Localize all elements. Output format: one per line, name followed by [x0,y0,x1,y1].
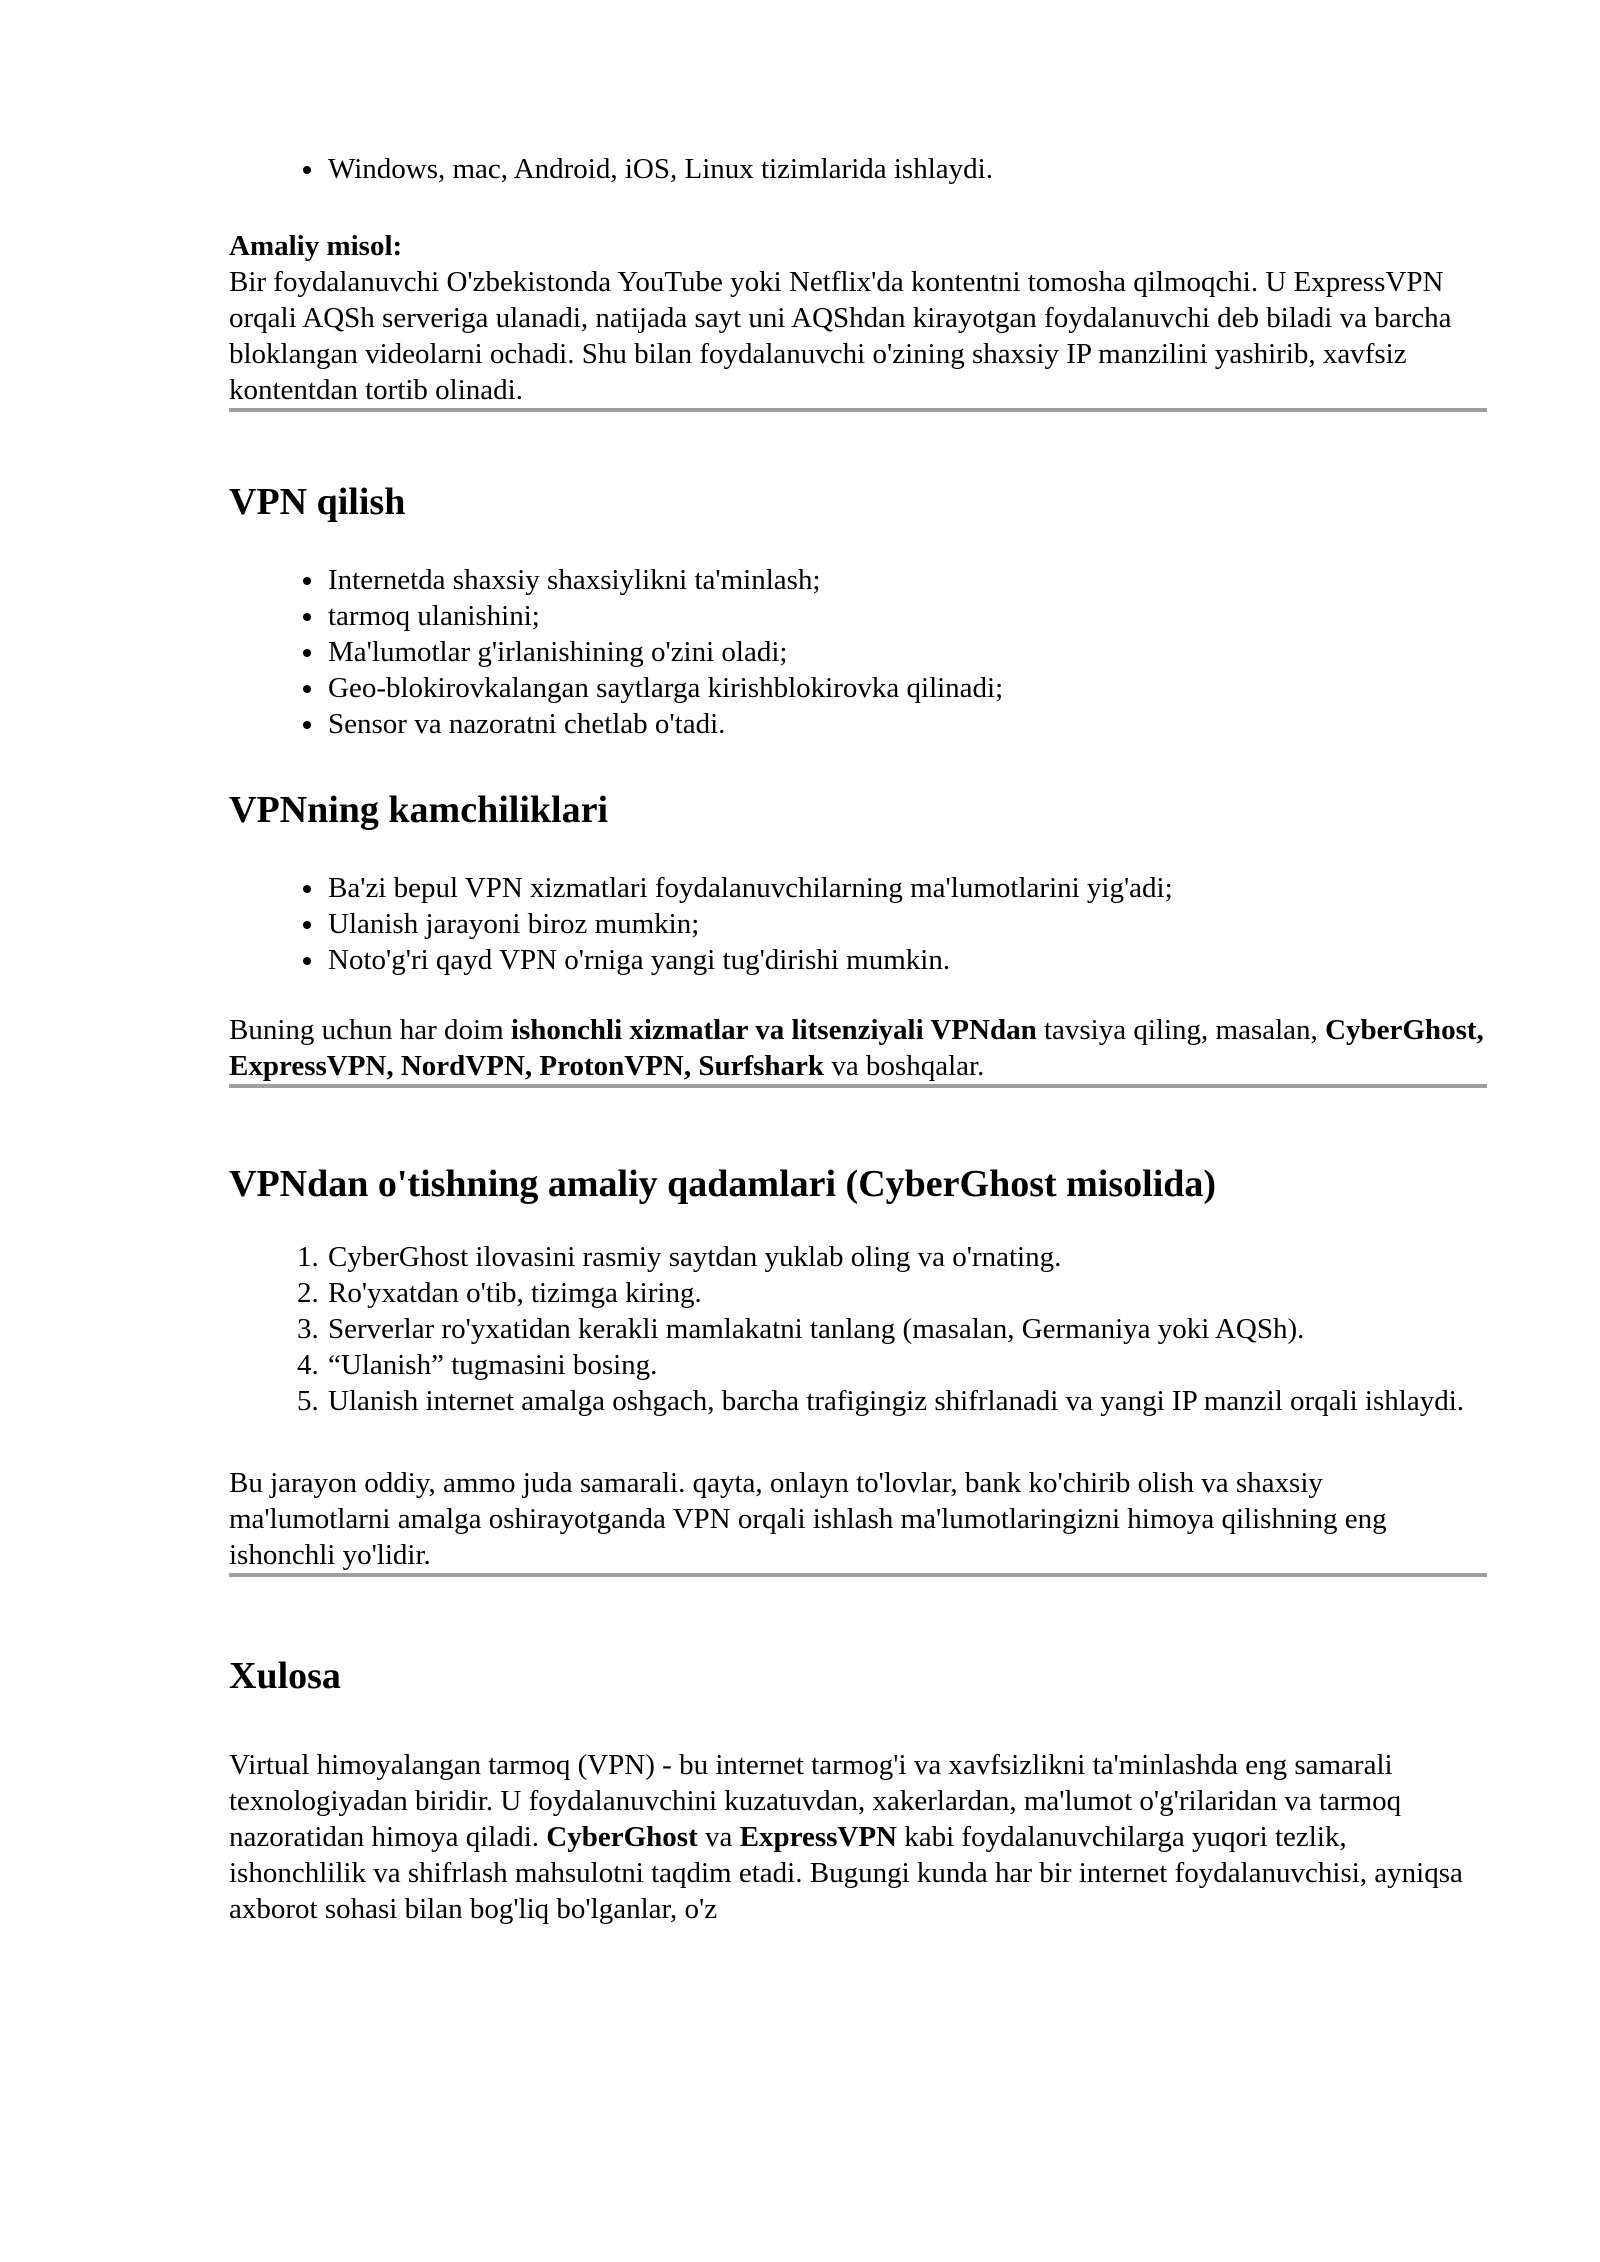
example-paragraph: Bir foydalanuvchi O'zbekistonda YouTube yoki Netflix'da kontentni tomosha qilmoqchi. U ExpressVPN orqali AQSh serveriga ulanadi, natijada sayt uni AQShdan kirayotgan foydalanuvchi deb biladi va barcha bloklangan videolarni ochadi. Shu bilan foydalanuvchi o'zining shaxsiy IP manzilini yashirib, xavfsiz kontentdan tortib olinadi. [229,266,1452,406]
vpn-drawbacks-list [229,870,1487,978]
list-item: • Sensor va nazoratni chetlab o'tadi. [326,706,1487,742]
vpn-setup-steps-list [229,1239,1487,1419]
example-label: Amaliy misol: [229,230,403,262]
intro-bullet-list [229,151,1487,187]
text-run: va boshqalar. [824,1050,985,1082]
text-run: va [697,1821,740,1853]
conclusion-paragraph [229,1747,1487,1927]
text-run: kabi foydalanuvchilarga yuqori tezlik, ishonchlilik va shifrlash mahsulotni taqdim etadi. Bugungi kunda har bir internet foydalanuvchisi, ayniqsa axborot sohasi bilan bog'liq bo'lganlar, o'z [229,1821,1463,1925]
section-heading-setup-steps: VPNdan o'tishning amaliy qadamlari (CyberGhost misolida) [229,1163,1217,1205]
text-run: tavsiya qiling, masalan, [1036,1014,1326,1046]
trust-note-paragraph [229,1012,1487,1084]
vpn-features-list [229,562,1487,742]
process-note-paragraph: Bu jarayon oddiy, ammo juda samarali. qayta, onlayn to'lovlar, bank ko'chirib olish va shaxsiy ma'lumotlarni amalga oshirayotganda VPN orqali ishlash ma'lumotlaringizni himoya qilishning eng ishonchli yo'lidir. [229,1467,1387,1571]
list-item: • tarmoq ulanishini; [326,598,1487,634]
list-item: 1. CyberGhost ilovasini rasmiy saytdan yuklab oling va o'rnating. [326,1239,1487,1275]
list-item: 4. “Ulanish” tugmasini bosing. [326,1347,1487,1383]
list-item: • Ba'zi bepul VPN xizmatlari foydalanuvchilarning ma'lumotlarini yig'adi; [326,870,1487,906]
list-item: • Ma'lumotlar g'irlanishining o'zini oladi; [326,634,1487,670]
list-item: 5. Ulanish internet amalga oshgach, barcha trafigingiz shifrlanadi va yangi IP manzil orqali ishlaydi. [326,1383,1487,1419]
document-body [229,0,1487,1927]
bold-text-run: CyberGhost, ExpressVPN, NordVPN, ProtonVPN, Surfshark [229,1014,1484,1082]
section-heading-conclusion: Xulosa [229,1655,341,1697]
text-run: Buning uchun har doim [229,1014,511,1046]
list-item: • Ulanish jarayoni biroz mumkin; [326,906,1487,942]
text-run: Virtual himoyalangan tarmoq (VPN) - bu internet tarmog'i va xavfsizlikni ta'minlashda eng samarali texnologiyadan biridir. U foydalanuvchini kuzatuvdan, xakerlardan, ma'lumot o'g'rilaridan va tarmoq nazoratidan himoya qiladi. [229,1749,1402,1853]
section-heading-vpn-features: VPN qilish [229,481,406,523]
section-divider [229,1573,1487,1577]
list-item: • Geo-blokirovkalangan saytlarga kirishblokirovka qilinadi; [326,670,1487,706]
list-item: • Noto'g'ri qayd VPN o'rniga yangi tug'dirishi mumkin. [326,942,1487,978]
list-item: • Windows, mac, Android, iOS, Linux tizimlarida ishlaydi. [326,151,1487,187]
list-item: • Internetda shaxsiy shaxsiylikni ta'minlash; [326,562,1487,598]
section-heading-vpn-drawbacks: VPNning kamchiliklari [229,789,608,831]
section-divider [229,408,1487,412]
bold-text-run: ishonchli xizmatlar va litsenziyali VPNdan [510,1014,1037,1046]
section-divider [229,1084,1487,1088]
bold-text-run: ExpressVPN [739,1821,897,1853]
list-item: 3. Serverlar ro'yxatidan kerakli mamlakatni tanlang (masalan, Germaniya yoki AQSh). [326,1311,1487,1347]
list-item: 2. Ro'yxatdan o'tib, tizimga kiring. [326,1275,1487,1311]
bold-text-run: CyberGhost [546,1821,698,1853]
